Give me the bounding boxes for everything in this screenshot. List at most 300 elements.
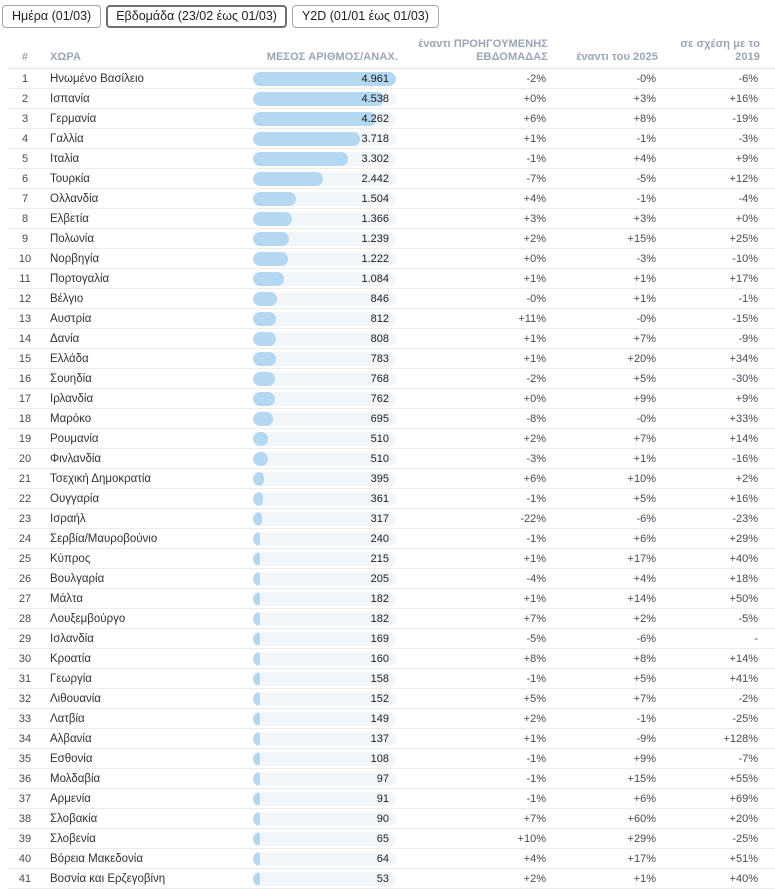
vs-2019-cell: +69% [729, 792, 758, 805]
vs-2019-cell: +12% [729, 172, 758, 185]
vs-2025-cell: +4% [633, 152, 656, 165]
table-row [8, 829, 775, 849]
rank-cell: 19 [18, 432, 32, 445]
col-header-vs-2025[interactable]: έναντι του 2025 [576, 50, 658, 63]
vs-2025-cell: +5% [633, 372, 656, 385]
vs-prev-week-cell: -1% [526, 772, 546, 785]
value-bar-cell [253, 492, 398, 506]
rank-cell: 14 [18, 332, 32, 345]
value-label: 108 [370, 752, 389, 765]
rank-cell: 30 [18, 652, 32, 665]
vs-prev-week-cell: -1% [526, 672, 546, 685]
value-bar [253, 852, 260, 866]
vs-prev-week-cell: +1% [523, 592, 546, 605]
vs-2019-cell: -6% [738, 72, 758, 85]
vs-2025-cell: +15% [627, 232, 656, 245]
value-label: 1.239 [361, 232, 389, 245]
value-bar [253, 812, 260, 826]
vs-prev-week-cell: -1% [526, 752, 546, 765]
value-bar-cell [253, 332, 398, 346]
vs-prev-week-cell: -22% [520, 512, 546, 525]
bar-track [253, 212, 396, 226]
country-cell: Γαλλία [50, 132, 84, 145]
vs-2025-cell: -6% [636, 512, 656, 525]
bar-track [253, 152, 396, 166]
value-bar-cell [253, 852, 398, 866]
vs-2019-cell: +29% [729, 532, 758, 545]
country-cell: Μαρόκο [50, 412, 92, 425]
vs-2025-cell: +5% [633, 672, 656, 685]
vs-2025-cell: +20% [627, 352, 656, 365]
vs-prev-week-cell: -1% [526, 152, 546, 165]
vs-2025-cell: -1% [636, 132, 656, 145]
country-cell: Βοσνία και Ερζεγοβίνη [50, 872, 166, 885]
table-row [8, 609, 775, 629]
vs-2019-cell: +25% [729, 232, 758, 245]
bar-track [253, 272, 396, 286]
vs-2019-cell: +9% [735, 152, 758, 165]
country-cell: Γεωργία [50, 672, 92, 685]
table-row [8, 589, 775, 609]
vs-2025-cell: +14% [627, 592, 656, 605]
country-cell: Εσθονία [50, 752, 93, 765]
col-header-vs-2019[interactable]: σε σχέση με το 2019 [680, 38, 760, 63]
value-bar-cell [253, 672, 398, 686]
bar-track [253, 412, 396, 426]
value-bar [253, 672, 260, 686]
value-label: 317 [370, 512, 389, 525]
vs-2025-cell: +10% [627, 472, 656, 485]
vs-2025-cell: +1% [633, 452, 656, 465]
value-label: 91 [376, 792, 389, 805]
bar-track [253, 852, 396, 866]
country-cell: Νορβηγία [50, 252, 100, 265]
vs-prev-week-cell: -2% [526, 372, 546, 385]
vs-prev-week-cell: -1% [526, 532, 546, 545]
value-bar-cell [253, 592, 398, 606]
value-bar [253, 172, 323, 186]
vs-prev-week-cell: +1% [523, 352, 546, 365]
vs-prev-week-cell: -4% [526, 572, 546, 585]
value-bar-cell [253, 352, 398, 366]
value-bar [253, 612, 260, 626]
vs-prev-week-cell: +1% [523, 272, 546, 285]
rank-cell: 13 [18, 312, 32, 325]
bar-track [253, 692, 396, 706]
value-bar [253, 192, 296, 206]
bar-track [253, 512, 396, 526]
country-cell: Λιθουανία [50, 692, 101, 705]
vs-2019-cell: -15% [732, 312, 758, 325]
value-bar [253, 632, 260, 646]
value-bar [253, 232, 289, 246]
table-row [8, 489, 775, 509]
rank-cell: 23 [18, 512, 32, 525]
vs-2025-cell: +9% [633, 752, 656, 765]
bar-track [253, 612, 396, 626]
value-bar-cell [253, 112, 398, 126]
vs-2025-cell: -5% [636, 172, 656, 185]
value-label: 158 [370, 672, 389, 685]
vs-2025-cell: +15% [627, 772, 656, 785]
vs-prev-week-cell: +7% [523, 812, 546, 825]
value-bar [253, 472, 264, 486]
vs-prev-week-cell: +2% [523, 872, 546, 885]
value-label: 169 [370, 632, 389, 645]
vs-2025-cell: -6% [636, 632, 656, 645]
table-row [8, 349, 775, 369]
value-bar-cell [253, 572, 398, 586]
vs-2025-cell: +8% [633, 652, 656, 665]
value-label: 1.084 [361, 272, 389, 285]
table-row [8, 269, 775, 289]
rank-cell: 33 [18, 712, 32, 725]
vs-2025-cell: +6% [633, 792, 656, 805]
vs-prev-week-cell: +5% [523, 692, 546, 705]
rank-cell: 41 [18, 872, 32, 885]
value-label: 808 [370, 332, 389, 345]
value-bar-cell [253, 652, 398, 666]
value-bar-cell [253, 132, 398, 146]
table-row [8, 809, 775, 829]
bar-track [253, 392, 396, 406]
bar-track [253, 732, 396, 746]
bar-track [253, 752, 396, 766]
vs-prev-week-cell: -3% [526, 452, 546, 465]
bar-track [253, 372, 396, 386]
value-bar-cell [253, 292, 398, 306]
value-label: 182 [370, 592, 389, 605]
vs-2019-cell: -16% [732, 452, 758, 465]
vs-prev-week-cell: +6% [523, 472, 546, 485]
rank-cell: 24 [18, 532, 32, 545]
period-tabs [0, 0, 775, 32]
vs-2025-cell: -3% [636, 252, 656, 265]
value-bar [253, 772, 260, 786]
value-label: 2.442 [361, 172, 389, 185]
table-row [8, 89, 775, 109]
bar-track [253, 332, 396, 346]
bar-track [253, 172, 396, 186]
rank-cell: 27 [18, 592, 32, 605]
vs-2019-cell: -23% [732, 512, 758, 525]
bar-track [253, 352, 396, 366]
value-bar-cell [253, 612, 398, 626]
vs-prev-week-cell: -7% [526, 172, 546, 185]
value-bar-cell [253, 272, 398, 286]
vs-2019-cell: -5% [738, 612, 758, 625]
table-row [8, 169, 775, 189]
country-cell: Ισραήλ [50, 512, 86, 525]
value-bar-cell [253, 252, 398, 266]
value-label: 3.302 [361, 152, 389, 165]
vs-2025-cell: +6% [633, 532, 656, 545]
country-cell: Φινλανδία [50, 452, 102, 465]
value-bar [253, 452, 268, 466]
vs-2019-cell: +14% [729, 652, 758, 665]
vs-2019-cell: - [754, 632, 758, 645]
country-cell: Ολλανδία [50, 192, 99, 205]
value-label: 812 [370, 312, 389, 325]
value-bar [253, 712, 260, 726]
col-header-rank[interactable]: # [21, 50, 29, 63]
value-bar-cell [253, 792, 398, 806]
vs-2019-cell: +14% [729, 432, 758, 445]
country-cell: Βόρεια Μακεδονία [50, 852, 143, 865]
col-header-vs-prev-week[interactable]: έναντι ΠΡΟΗΓΟΥΜΕΝΗΣ ΕΒΔΟΜΑΔΑΣ [418, 38, 548, 63]
value-bar [253, 652, 260, 666]
bar-track [253, 812, 396, 826]
rank-cell: 28 [18, 612, 32, 625]
vs-2025-cell: +7% [633, 692, 656, 705]
bar-track [253, 92, 396, 106]
value-bar [253, 872, 260, 886]
value-label: 152 [370, 692, 389, 705]
value-label: 3.718 [361, 132, 389, 145]
country-cell: Ισλανδία [50, 632, 94, 645]
bar-track [253, 132, 396, 146]
bar-track [253, 312, 396, 326]
country-cell: Βέλγιο [50, 292, 84, 305]
country-cell: Σουηδία [50, 372, 92, 385]
rank-cell: 12 [18, 292, 32, 305]
rank-cell: 16 [18, 372, 32, 385]
vs-2025-cell: +29% [627, 832, 656, 845]
vs-prev-week-cell: -0% [526, 292, 546, 305]
table-body [8, 69, 775, 889]
value-bar [253, 792, 260, 806]
bar-track [253, 112, 396, 126]
vs-prev-week-cell: +6% [523, 112, 546, 125]
value-bar [253, 152, 348, 166]
value-label: 1.366 [361, 212, 389, 225]
rank-cell: 26 [18, 572, 32, 585]
value-bar [253, 572, 260, 586]
country-cell: Κύπρος [50, 552, 91, 565]
country-cell: Τουρκία [50, 172, 90, 185]
value-bar [253, 492, 263, 506]
vs-2025-cell: +17% [627, 552, 656, 565]
rank-cell: 22 [18, 492, 32, 505]
rank-cell: 17 [18, 392, 32, 405]
value-label: 65 [376, 832, 389, 845]
value-bar [253, 412, 273, 426]
table-row [8, 469, 775, 489]
vs-2019-cell: -10% [732, 252, 758, 265]
value-label: 4.538 [361, 92, 389, 105]
value-bar-cell [253, 452, 398, 466]
vs-prev-week-cell: +1% [523, 732, 546, 745]
value-bar [253, 832, 260, 846]
rank-cell: 2 [21, 92, 29, 105]
value-bar-cell [253, 632, 398, 646]
country-cell: Ιρλανδία [50, 392, 94, 405]
bar-track [253, 772, 396, 786]
vs-2025-cell: +1% [633, 292, 656, 305]
bar-track [253, 492, 396, 506]
table-row [8, 709, 775, 729]
vs-prev-week-cell: -8% [526, 412, 546, 425]
bar-track [253, 632, 396, 646]
bar-track [253, 192, 396, 206]
country-cell: Ελβετία [50, 212, 89, 225]
vs-2025-cell: +3% [633, 212, 656, 225]
vs-prev-week-cell: +0% [523, 392, 546, 405]
value-bar [253, 592, 260, 606]
vs-2019-cell: -3% [738, 132, 758, 145]
rank-cell: 8 [21, 212, 29, 225]
tab-week[interactable]: Εβδομάδα (23/02 έως 01/03) [106, 5, 287, 28]
bar-track [253, 672, 396, 686]
value-bar-cell [253, 172, 398, 186]
table-row [8, 129, 775, 149]
table-row [8, 649, 775, 669]
vs-2019-cell: +40% [729, 872, 758, 885]
rank-cell: 40 [18, 852, 32, 865]
table-row [8, 509, 775, 529]
table-row [8, 769, 775, 789]
vs-2019-cell: +18% [729, 572, 758, 585]
table-row [8, 629, 775, 649]
table-row [8, 249, 775, 269]
country-cell: Μολδαβία [50, 772, 101, 785]
rank-cell: 36 [18, 772, 32, 785]
table-row [8, 109, 775, 129]
value-bar [253, 692, 260, 706]
table-row [8, 789, 775, 809]
vs-prev-week-cell: +10% [517, 832, 546, 845]
value-bar-cell [253, 752, 398, 766]
table-row [8, 869, 775, 889]
vs-2025-cell: +5% [633, 492, 656, 505]
vs-2025-cell: -9% [636, 732, 656, 745]
vs-2019-cell: +40% [729, 552, 758, 565]
vs-prev-week-cell: +4% [523, 852, 546, 865]
country-cell: Λουξεμβούργο [50, 612, 126, 625]
bar-track [253, 72, 396, 86]
table-header-row [8, 32, 775, 69]
rank-cell: 7 [21, 192, 29, 205]
table-row [8, 329, 775, 349]
value-label: 510 [370, 452, 389, 465]
bar-track [253, 292, 396, 306]
vs-prev-week-cell: +2% [523, 712, 546, 725]
value-bar-cell [253, 732, 398, 746]
value-bar-cell [253, 72, 398, 86]
country-cell: Σλοβακία [50, 812, 98, 825]
country-cell: Ρουμανία [50, 432, 99, 445]
value-bar-cell [253, 312, 398, 326]
vs-2019-cell: -25% [732, 712, 758, 725]
table-row [8, 569, 775, 589]
vs-prev-week-cell: +11% [518, 312, 546, 325]
vs-2025-cell: +7% [633, 432, 656, 445]
vs-2019-cell: -1% [738, 292, 758, 305]
table-row [8, 289, 775, 309]
vs-2025-cell: -0% [636, 312, 656, 325]
table-row [8, 429, 775, 449]
country-cell: Μάλτα [50, 592, 84, 605]
bar-track [253, 712, 396, 726]
vs-prev-week-cell: +2% [523, 232, 546, 245]
table-row [8, 749, 775, 769]
table-row [8, 689, 775, 709]
value-bar [253, 432, 268, 446]
col-header-country[interactable]: ΧΩΡΑ [50, 50, 82, 63]
vs-prev-week-cell: -5% [526, 632, 546, 645]
value-bar [253, 372, 275, 386]
table-row [8, 669, 775, 689]
value-label: 1.504 [361, 192, 389, 205]
vs-prev-week-cell: -2% [526, 72, 546, 85]
rank-cell: 25 [18, 552, 32, 565]
country-cell: Πορτογαλία [50, 272, 110, 285]
value-label: 90 [376, 812, 389, 825]
value-bar-cell [253, 552, 398, 566]
value-bar-cell [253, 772, 398, 786]
value-label: 4.262 [361, 112, 389, 125]
table-row [8, 209, 775, 229]
value-bar-cell [253, 512, 398, 526]
vs-2019-cell: +55% [729, 772, 758, 785]
value-bar [253, 252, 288, 266]
tab-ytd[interactable]: Y2D (01/01 έως 01/03) [292, 5, 439, 28]
value-label: 783 [370, 352, 389, 365]
table-row [8, 729, 775, 749]
bar-track [253, 792, 396, 806]
vs-2019-cell: -25% [732, 832, 758, 845]
col-header-avg-departures[interactable]: ΜΕΣΟΣ ΑΡΙΘΜΟΣ/ΑΝΑΧ. [266, 50, 398, 63]
rank-cell: 34 [18, 732, 32, 745]
value-label: 137 [370, 732, 389, 745]
vs-2019-cell: -4% [738, 192, 758, 205]
rank-cell: 31 [18, 672, 32, 685]
table-row [8, 149, 775, 169]
bar-track [253, 432, 396, 446]
country-cell: Ισπανία [50, 92, 90, 105]
rank-cell: 5 [21, 152, 29, 165]
vs-2025-cell: +4% [633, 572, 656, 585]
value-bar-cell [253, 232, 398, 246]
vs-2019-cell: +2% [735, 472, 758, 485]
country-cell: Αυστρία [50, 312, 92, 325]
vs-2025-cell: +17% [627, 852, 656, 865]
vs-2019-cell: -30% [732, 372, 758, 385]
value-bar-cell [253, 192, 398, 206]
vs-prev-week-cell: +0% [523, 92, 546, 105]
table-row [8, 529, 775, 549]
bar-track [253, 872, 396, 886]
value-label: 160 [370, 652, 389, 665]
vs-2019-cell: +0% [735, 212, 758, 225]
rank-cell: 15 [18, 352, 32, 365]
vs-2019-cell: +9% [735, 392, 758, 405]
value-label: 395 [370, 472, 389, 485]
rank-cell: 3 [21, 112, 29, 125]
value-label: 1.222 [361, 252, 389, 265]
bar-track [253, 552, 396, 566]
tab-day[interactable]: Ημέρα (01/03) [2, 5, 101, 28]
vs-2019-cell: +50% [729, 592, 758, 605]
country-cell: Γερμανία [50, 112, 97, 125]
rank-cell: 38 [18, 812, 32, 825]
bar-track [253, 452, 396, 466]
value-bar-cell [253, 152, 398, 166]
value-label: 361 [370, 492, 389, 505]
value-bar-cell [253, 412, 398, 426]
value-label: 215 [370, 552, 389, 565]
vs-2025-cell: +7% [633, 332, 656, 345]
